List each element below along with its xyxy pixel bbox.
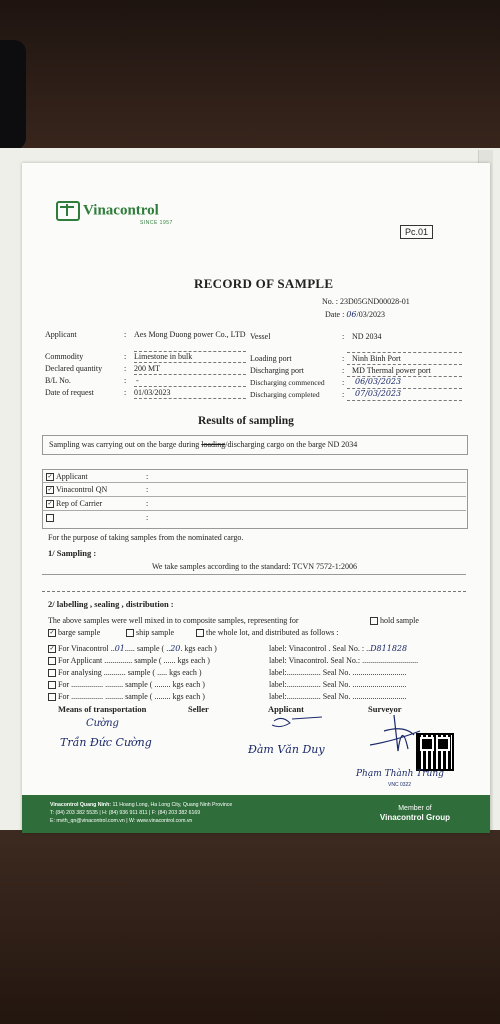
surveyor-signature-mark xyxy=(364,711,424,761)
results-title: Results of sampling xyxy=(198,415,294,427)
surveyor-code: VNC 0322 xyxy=(388,782,412,788)
applicant-signature-name: Đàm Văn Duy xyxy=(248,743,325,756)
document-footer xyxy=(22,795,490,833)
vinacontrol-logo xyxy=(56,201,159,221)
surveyor-signature-name: Phạm Thành Trung xyxy=(356,769,444,779)
loading-port-label: Loading port xyxy=(250,354,292,363)
distribution-seal-other-1: label:................. Seal No. ........................... xyxy=(269,680,407,689)
logo-since: SINCE 1957 xyxy=(140,220,173,226)
transport-signature-name: Trần Đức Cường xyxy=(60,736,152,749)
mix-text: The above samples were well mixed in to composite samples, representing for xyxy=(48,616,299,625)
document-title: RECORD OF SAMPLE xyxy=(194,276,334,291)
bl-no-value: - xyxy=(136,376,139,385)
sign-head-transport: Means of transportation xyxy=(58,704,147,714)
distribution-row-vinacontrol: ✓ For Vinacontrol ..01..... sample ( ..20. kgs each ) xyxy=(49,644,217,653)
commodity-value: Limestone in bulk xyxy=(134,352,193,361)
ship-sample-option: ship sample xyxy=(126,628,174,637)
applicant-value: Aes Mong Duong power Co., LTD xyxy=(134,330,246,339)
discharging-completed-value: 07/03/2023 xyxy=(355,389,402,398)
declared-quantity-label: Declared quantity xyxy=(45,364,103,373)
party-applicant: ✓ Applicant xyxy=(47,472,88,481)
labelling-heading: 2/ labelling , sealing , distribution : xyxy=(48,599,174,609)
distribution-row-other-1: For ................ ......... sample ( ........ kgs each ) xyxy=(48,680,205,689)
distribution-row-other-2: For ................ ......... sample ( ........ kgs each ) xyxy=(48,692,205,701)
vessel-label: Vessel xyxy=(250,332,271,341)
hold-sample-option: hold sample xyxy=(370,616,419,625)
sign-head-applicant: Applicant xyxy=(268,704,304,714)
date-of-request-value: 01/03/2023 xyxy=(134,388,171,397)
document-date: Date : 06/03/2023 xyxy=(325,310,385,319)
standard-text: We take samples according to the standard: TCVN 7572-1:2006 xyxy=(152,562,357,571)
party-vinacontrol: ✓ Vinacontrol QN xyxy=(47,485,108,494)
purpose-text: For the purpose of taking samples from the nominated cargo. xyxy=(48,533,244,542)
loading-port-value: Ninh Binh Port xyxy=(352,354,401,363)
distribution-row-analysing: For analysing ........... sample ( ..... kgs each ) xyxy=(48,668,202,677)
sign-head-surveyor: Surveyor xyxy=(368,704,402,714)
party-carrier: ✓ Rep of Carrier xyxy=(47,499,103,508)
declared-quantity-value: 200 MT xyxy=(134,364,160,373)
phone-edge xyxy=(0,40,26,150)
distribution-seal-analysing: label:................. Seal No. ........................... xyxy=(269,668,407,677)
discharging-commenced-value: 06/03/2023 xyxy=(355,377,402,386)
discharging-completed-label: Discharging completed xyxy=(250,390,320,399)
transport-signature-top: Cường xyxy=(86,718,119,729)
table-surface-bottom xyxy=(0,830,500,1024)
footer-contact: Vinacontrol Quang Ninh: 11 Hoang Long, Ha Long City, Quang Ninh Province T: (84) 203 382 5535 | H: (84) 936 911 811 | F: (84) 203 382 6169 E: mvth_qn@vinacontrol.com.vn | W: www.vinacontrol.com.vn xyxy=(50,802,233,824)
date-of-request-label: Date of request xyxy=(45,388,94,397)
document-number: No. : 23D05GND00028-01 xyxy=(322,297,410,306)
discharging-port-value: MD Thermal power port xyxy=(352,366,431,375)
qr-code xyxy=(416,733,454,771)
bl-no-label: B/L No. xyxy=(45,376,71,385)
applicant-label: Applicant xyxy=(45,330,77,339)
discharging-port-label: Discharging port xyxy=(250,366,304,375)
distribution-seal-other-2: label:................. Seal No. ........................... xyxy=(269,692,407,701)
logo-text: Vinacontrol xyxy=(83,202,159,219)
party-blank xyxy=(46,513,56,522)
sampling-sentence: Sampling was carrying out on the barge during loading/discharging cargo on the barge ND 2034 xyxy=(49,440,358,449)
discharging-commenced-label: Discharging commenced xyxy=(250,378,325,387)
footer-member: Member of Vinacontrol Group xyxy=(379,805,450,822)
scales-icon xyxy=(56,201,80,221)
vessel-value: ND 2034 xyxy=(352,332,382,341)
document-page: Vinacontrol SINCE 1957 Pc.01 RECORD OF SAMPLE No. : 23D05GND00028-01 Date : 06/03/2023 Applicant : Aes Mong Duong power Co., LTD Commodity : Limestone in bulk Declared quantity : 200 MT B/L No. : - Date of request : 01/03/2023 Vessel : ND 2034 Loading port : Ninh Binh Port Discharging port : MD Thermal power port Discharging commenced : 06/03/2023 Discharging completed : 07/03/2023 Results of sampling Sampling was carrying out on the barge during loading/discharging cargo on the barge ND 2034 ✓ Applicant : ✓ Vinacontrol QN : ✓ Rep of Carrier : : For the purpose of taking samples from the nominated cargo. 1/ Sampling : We take samples according to the standard: TCVN 7572-1:2006 2/ labelling , sealing , distribution : The above samples were well mixed in to composite samples, representing for hold sample ✓ barge sample ship sample the whole lot, and distributed as follows : ✓ For Vinacontrol ..01..... sample ( ..20. kgs each ) label: Vinacontrol . Seal No. : ..D811828 For Applicant .............. sample ( ...... kgs each ) label: Vinacontrol. Seal No.: ............................ For analysing ........... sample ( ..... kgs each ) label:................. Seal No. ........................... For ................ ......... sample ( ........ kgs each ) label:................. Seal No. ........................... For ................ ......... sample ( ........ kgs each ) label:................. Seal No. ........................... Means of transportation Seller Applicant Surveyor Cường Trần Đức Cường Đàm Văn Duy Phạm Thành Trung VNC 0322 Vinacontrol Quang Ninh: 11 Hoang Long, Ha Long City, Quang Ninh Province T: (84) 203 382 5535 | H: (84) 936 911 811 | F: (84) 203 382 6169 E: mvth_qn@vinacontrol.com.vn | W: www.vinacontrol.com.vn Member of Vinacontrol Group xyxy=(22,163,490,833)
distribution-seal-vinacontrol: label: Vinacontrol . Seal No. : ..D811828 xyxy=(269,644,408,653)
sampling-heading: 1/ Sampling : xyxy=(48,548,97,558)
barge-sample-option: ✓ barge sample xyxy=(49,628,101,637)
document-code: Pc.01 xyxy=(400,225,433,239)
whole-lot-option: the whole lot, and distributed as follows : xyxy=(196,628,338,637)
distribution-seal-applicant: label: Vinacontrol. Seal No.: ............................ xyxy=(269,656,419,665)
distribution-row-applicant: For Applicant .............. sample ( ...... kgs each ) xyxy=(48,656,210,665)
table-surface-top xyxy=(0,0,500,160)
commodity-label: Commodity xyxy=(45,352,84,361)
sign-head-seller: Seller xyxy=(188,704,209,714)
